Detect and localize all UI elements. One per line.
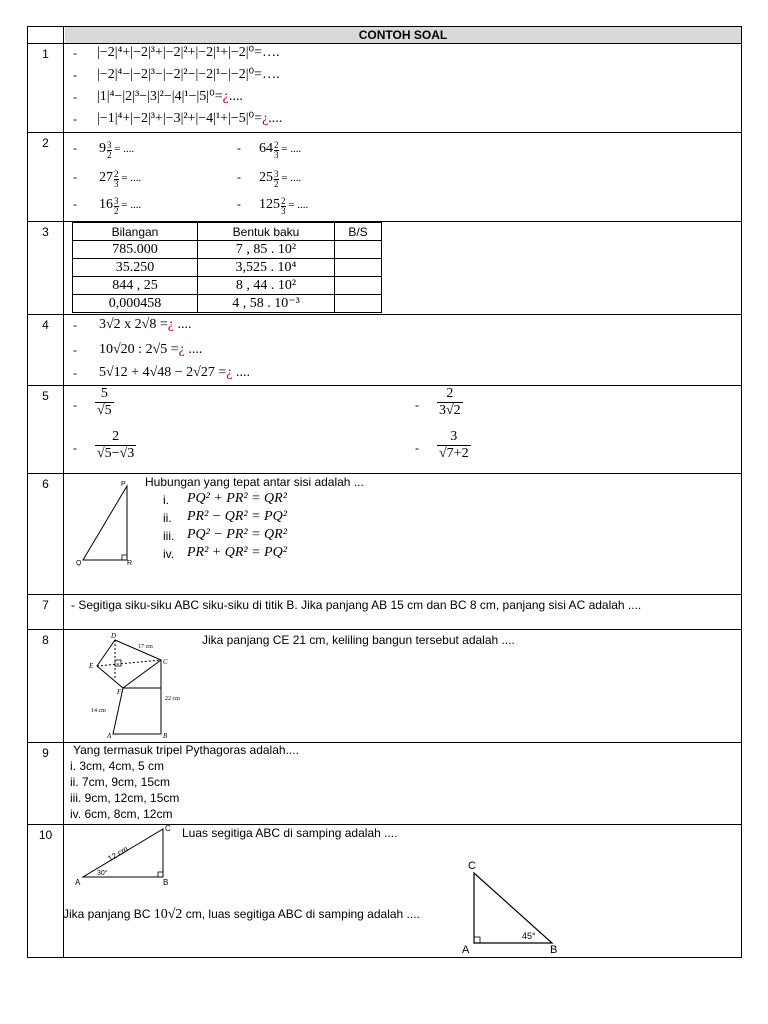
- question-10: [28, 824, 741, 957]
- answer-cell[interactable]: [335, 259, 382, 277]
- svg-text:A: A: [462, 944, 470, 955]
- col-header: Bentuk baku: [198, 223, 335, 241]
- col-header: Bilangan: [73, 223, 198, 241]
- composite-shape-figure: [85, 632, 195, 740]
- svg-text:A: A: [75, 878, 81, 887]
- q2-right-1: 64 $\frac{2}{3}$ = ....: [259, 140, 302, 160]
- question-number: 10: [28, 825, 64, 957]
- q4-item-2: 10√20 : 2√5 =¿ ....: [99, 342, 203, 357]
- q9-question: Yang termasuk tripel Pythagoras adalah....: [73, 743, 299, 757]
- q6-option-3: PQ² − PR² = QR²: [187, 527, 287, 542]
- svg-text:14 cm: 14 cm: [91, 708, 106, 714]
- table-row: 35.250 3,525 . 10⁴: [73, 259, 382, 277]
- answer-cell[interactable]: [335, 241, 382, 259]
- q4-item-3: 5√12 + 4√48 − 2√27 =¿ ....: [99, 365, 250, 380]
- svg-text:R: R: [127, 560, 133, 566]
- question-number: 9: [28, 743, 64, 824]
- svg-text:E: E: [89, 662, 94, 670]
- question-number: 2: [28, 133, 64, 221]
- q7-text: - Segitiga siku-siku ABC siku-siku di titik B. Jika panjang AB 15 cm dan BC 8 cm, panjang sisi AC adalah ....: [71, 598, 642, 612]
- question-7: [28, 594, 741, 629]
- question-1: 1 - |−2|⁴+|−2|³+|−2|²+|−2|¹+|−2|⁰=…. - |−2|⁴−|−2|³−|−2|²−|−2|¹−|−2|⁰=…. - |1|⁴−|2|³−|3|²−|4|¹−|5|⁰=¿.... - |−1|⁴+|−2|³+|−3|²+|−4|¹+|−5|⁰=¿....: [28, 43, 741, 132]
- table-title: CONTOH SOAL: [65, 27, 741, 43]
- question-number: 8: [28, 630, 64, 742]
- q2-left-1: 9 $\frac{3}{2}$ = ....: [99, 140, 135, 160]
- svg-text:F: F: [117, 688, 122, 696]
- q1-item-4: |−1|⁴+|−2|³+|−3|²+|−4|¹+|−5|⁰=¿....: [97, 111, 283, 126]
- q10-text-1: Luas segitiga ABC di samping adalah ....: [182, 826, 398, 840]
- answer-cell[interactable]: [335, 295, 382, 313]
- q5-frac-4: $\frac{3}{√7+2}$: [439, 429, 469, 461]
- q5-frac-1: $\frac{5}{√5}$: [97, 386, 112, 418]
- question-5: 5 - $\frac{5}{√5}$ - $\frac{2}{3√2}$ - $\frac{2}{√5-√3}$ - $\frac{3}{√7+2}$: [28, 385, 741, 473]
- q1-item-3: |1|⁴−|2|³−|3|²−|4|¹−|5|⁰=¿....: [97, 89, 243, 104]
- question-number: 7: [28, 595, 64, 629]
- q4-item-1: 3√2 x 2√8 =¿ ....: [99, 317, 192, 332]
- svg-text:12 cm: 12 cm: [106, 844, 130, 864]
- svg-text:C: C: [165, 825, 171, 833]
- question-2: 2 - 9 $\frac{3}{2}$ = .... - 27 $\frac{2}{3}$ = .... - 16 $\frac{3}{2}$ = .... - 64 $\frac{2}{3}$ = .... - 25 $\frac{3}{2}$ = .... - 125 $\frac{2}{3}$ = ....: [28, 132, 741, 221]
- q2-left-2: 27 $\frac{2}{3}$ = ....: [99, 169, 142, 189]
- question-8: [28, 629, 741, 742]
- triangle-45-figure: [460, 857, 570, 955]
- q9-option-2: ii. 7cm, 9cm, 15cm: [70, 775, 171, 789]
- table-row: 785.000 7 , 85 . 10²: [73, 241, 382, 259]
- svg-text:B: B: [163, 878, 169, 887]
- q1-item-2: |−2|⁴−|−2|³−|−2|²−|−2|¹−|−2|⁰=….: [97, 67, 280, 82]
- question-number: 5: [28, 386, 64, 473]
- q5-frac-2: $\frac{2}{3√2}$: [439, 386, 461, 418]
- svg-text:P: P: [121, 481, 126, 488]
- svg-text:C: C: [163, 658, 168, 666]
- table-row: 844 , 25 8 , 44 . 10²: [73, 277, 382, 295]
- question-table: [27, 26, 742, 958]
- svg-text:B: B: [163, 732, 168, 740]
- q6-option-1: PQ² + PR² = QR²: [187, 491, 287, 506]
- q6-option-4: PR² + QR² = PQ²: [187, 545, 287, 560]
- q8-text: Jika panjang CE 21 cm, keliling bangun tersebut adalah ....: [202, 633, 515, 647]
- question-9: [28, 742, 741, 824]
- col-header: B/S: [335, 223, 382, 241]
- svg-text:17 cm: 17 cm: [138, 644, 153, 650]
- q2-right-3: 125 $\frac{2}{3}$ = ....: [259, 196, 309, 216]
- question-number: 4: [28, 315, 64, 385]
- question-3: [28, 221, 741, 314]
- question-6: 6 P Q R Hubungan yang tepat antar sisi adalah ... i. PQ² + PR² = QR² ii. PR² − QR² = PQ² iii. PQ² − PR² = QR² iv. PR² + QR² = PQ²: [28, 473, 741, 594]
- q5-frac-3: $\frac{2}{√5-√3}$: [97, 429, 135, 461]
- svg-text:D: D: [111, 632, 117, 640]
- q6-question: Hubungan yang tepat antar sisi adalah ...: [145, 475, 364, 489]
- svg-text:Q: Q: [76, 560, 82, 566]
- q2-left-3: 16 $\frac{3}{2}$ = ....: [99, 196, 142, 216]
- q10-text-2: Jika panjang BC 10√2 cm, luas segitiga ABC di samping adalah ....: [63, 907, 420, 922]
- q9-option-3: iii. 9cm, 12cm, 15cm: [70, 791, 180, 805]
- question-number: 1: [28, 44, 64, 132]
- table-row: 0,000458 4 , 58 . 10⁻³: [73, 295, 382, 313]
- q6-option-2: PR² − QR² = PQ²: [187, 509, 287, 524]
- answer-cell[interactable]: [335, 277, 382, 295]
- q1-item-1: |−2|⁴+|−2|³+|−2|²+|−2|¹+|−2|⁰=….: [97, 45, 280, 60]
- q9-option-1: i. 3cm, 4cm, 5 cm: [70, 759, 165, 773]
- svg-text:B: B: [550, 944, 558, 955]
- svg-text:45°: 45°: [522, 931, 536, 941]
- triangle-30-figure: [73, 825, 193, 887]
- scientific-notation-table: [72, 222, 382, 313]
- svg-text:A: A: [107, 732, 112, 740]
- header-row: [28, 27, 741, 43]
- q2-right-2: 25 $\frac{3}{2}$ = ....: [259, 169, 302, 189]
- right-triangle-pqr-figure: [71, 476, 141, 566]
- question-4: 4 - 3√2 x 2√8 =¿ .... - 10√20 : 2√5 =¿ .... - 5√12 + 4√48 − 2√27 =¿ ....: [28, 314, 741, 385]
- q9-option-4: iv. 6cm, 8cm, 12cm: [70, 807, 173, 821]
- svg-text:30°: 30°: [97, 870, 108, 877]
- question-number: 6: [28, 474, 64, 594]
- svg-text:C: C: [468, 860, 476, 872]
- svg-text:22 cm: 22 cm: [165, 696, 180, 702]
- question-number: 3: [28, 222, 64, 314]
